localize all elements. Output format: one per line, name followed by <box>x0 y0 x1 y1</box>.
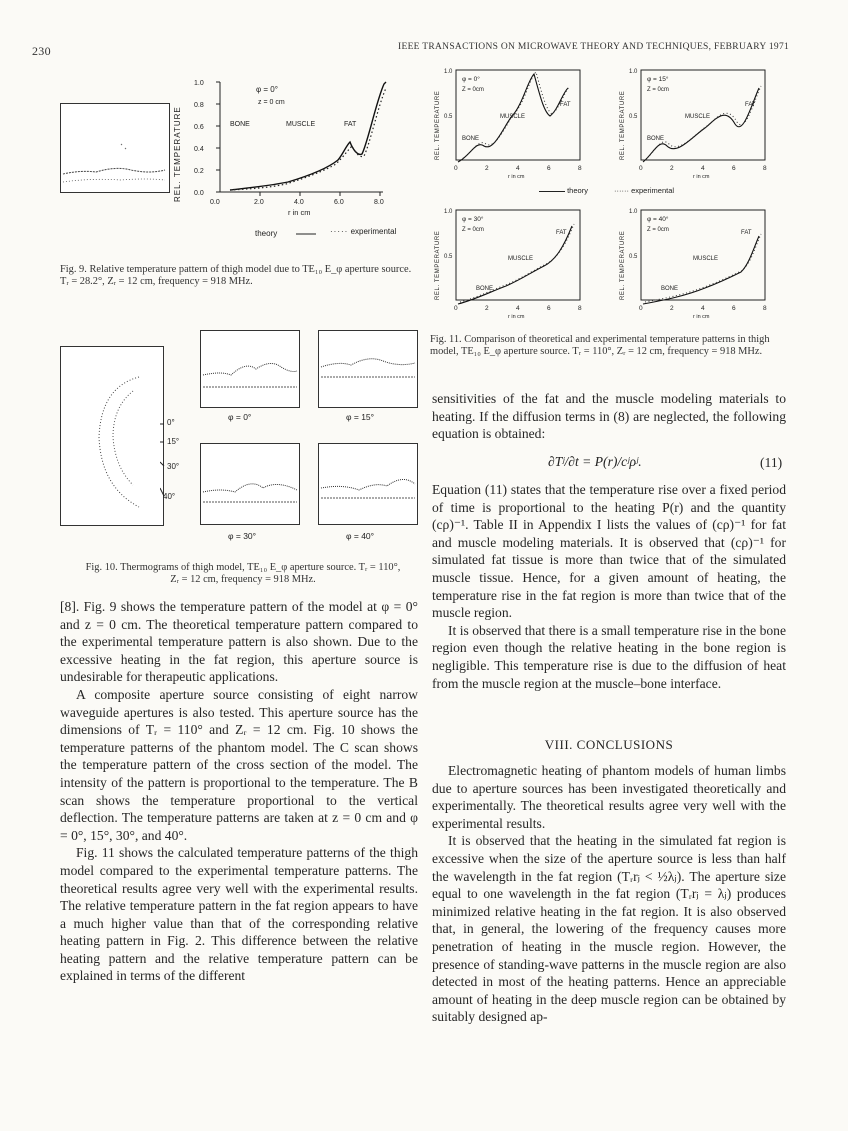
fig11-ytick-label: 0.5 <box>444 114 453 120</box>
fig11-axes-box <box>641 210 765 300</box>
fig11-region-label: BONE <box>476 286 494 292</box>
fig11-theory-curve <box>643 236 759 304</box>
fig11-y-axis-label: REL. TEMPERATURE <box>620 90 626 160</box>
fig11-xtick-label: 6 <box>547 305 551 312</box>
fig11-legend-theory-text: theory <box>567 186 588 195</box>
fig9-y-axis-label <box>173 106 182 202</box>
fig11-caption: Fig. 11. Comparison of theoretical and experimental temperature patterns in thigh model, TE₁₀ E_φ aperture source. Tᵣ = 110°, Zᵣ = 12 cm, frequency = 918 MHz. <box>430 334 770 357</box>
fig10-b-scan-30-trace <box>201 444 299 524</box>
fig11-xtick-label: 8 <box>578 305 582 312</box>
left-para-2: A composite aperture source consisting of eight narrow waveguide apertures is also tested. This aperture source has the dimensions of Tᵣ = 110° and Zᵣ = 12 cm. Fig. 10 shows the temperature patterns of the phantom model. The C scan shows the temperature pattern of the cross section of the model. The intensity of the pattern is proportional to the temperature. The B scan shows the temperature proportional to the vertical deflection. The temperature patterns are taken at z = 0 cm and φ = 0°, 15°, 30°, and 40°. <box>60 686 418 843</box>
right-para-5: It is observed that the heating in the simulated fat region is excessive when the size of the aperture source is less than half the wavelength in the fat region (Tᵣrⱼ < ½λⱼ). The aperture size equal to one wavelength in the fat region (Tᵣrⱼ = λⱼ) produces minimized relative heating in the fat region. It is also observed that, in general, the lowering of the frequency causes more penetration of heating in the muscle region. However, the presence of standing-wave patterns in the muscle region are also detected in most of the heating patterns. Hence an appreciable amount of heating in the deep muscle region can be obtained by suitably designed ap- <box>432 833 786 1025</box>
right-column-top <box>432 390 786 443</box>
fig9-region-fat: FAT <box>344 121 357 128</box>
fig11-xtick-label: 2 <box>670 165 674 172</box>
svg-text:REL. TEMPERATURE: REL. TEMPERATURE <box>173 106 182 202</box>
fig11-panel-3 <box>615 202 795 332</box>
fig11-panel-0 <box>430 62 610 192</box>
fig11-ytick-label: 0.5 <box>629 254 638 260</box>
fig11-x-axis-label: r in cm <box>693 314 710 320</box>
fig9-phi-label: φ = 0° <box>256 85 278 94</box>
fig9-region-muscle: MUSCLE <box>286 121 316 128</box>
fig11-xtick-label: 8 <box>763 305 767 312</box>
fig11-phi-label: φ = 15° <box>647 76 669 83</box>
fig9-xticks <box>210 192 384 206</box>
fig9-legend-exp-dots: ····· <box>330 227 349 236</box>
fig11-region-label: MUSCLE <box>685 114 711 120</box>
fig11-xtick-label: 4 <box>701 305 705 312</box>
fig9-thermogram-trace <box>61 104 169 192</box>
fig10-angle-15: 15° <box>167 437 180 446</box>
fig11-curves <box>643 234 761 304</box>
fig11-panel-1 <box>615 62 795 192</box>
equation-number: (11) <box>760 455 783 470</box>
fig11-ytick-label: 1.0 <box>444 69 453 75</box>
fig10-angle-0: 0° <box>167 418 175 427</box>
fig11-z-label: Z = 0cm <box>462 87 484 93</box>
fig9-region-bone: BONE <box>230 121 250 128</box>
fig9-xtick-label: 4.0 <box>294 199 304 206</box>
fig11-phi-label: φ = 30° <box>462 216 484 223</box>
right-column-bottom <box>432 762 786 1026</box>
fig11-xtick-label: 6 <box>732 305 736 312</box>
fig11-theory-curve <box>643 88 759 162</box>
fig10-b-scan-30 <box>200 443 300 525</box>
fig11-region-label: FAT <box>741 230 752 236</box>
section-heading-conclusions: VIII. CONCLUSIONS <box>544 737 674 752</box>
fig11-xtick-label: 4 <box>516 305 520 312</box>
fig11-legend-exp-dots: ······ <box>614 186 629 195</box>
fig9-ytick-label: 0.4 <box>194 146 204 153</box>
fig11-region-label: MUSCLE <box>500 114 526 120</box>
fig11-z-label: Z = 0cm <box>647 87 669 93</box>
fig9-xtick-label: 2.0 <box>254 199 264 206</box>
fig10-label-30: φ = 30° <box>228 531 257 541</box>
fig11-x-axis-label: r in cm <box>693 174 710 180</box>
fig11-y-axis-label: REL. TEMPERATURE <box>435 230 441 300</box>
fig9-thermogram <box>60 103 170 193</box>
fig11-region-label: FAT <box>560 102 571 108</box>
fig11-z-label: Z = 0cm <box>462 227 484 233</box>
fig11-curves <box>458 224 574 304</box>
fig11-axes-box <box>456 210 580 300</box>
fig11-xtick-label: 2 <box>485 305 489 312</box>
fig9-ytick-label: 0.0 <box>194 190 204 197</box>
fig9-xtick-label: 8.0 <box>374 199 384 206</box>
fig10-label-15: φ = 15° <box>346 412 375 422</box>
fig9-xtick-label: 0.0 <box>210 199 220 206</box>
running-header: IEEE TRANSACTIONS ON MICROWAVE THEORY AND TECHNIQUES, FEBRUARY 1971 <box>398 42 790 52</box>
fig11-ytick-label: 1.0 <box>629 69 638 75</box>
fig9-caption: Fig. 9. Relative temperature pattern of thigh model due to TE₁₀ E_φ aperture source. Tᵣ = 28.2°, Zᵣ = 12 cm, frequency = 918 MHz. <box>60 264 412 287</box>
fig10-c-scan <box>60 346 164 526</box>
fig11-phi-label: φ = 0° <box>462 76 480 83</box>
fig10-b-scan-0-trace <box>201 331 299 407</box>
fig10-b-scan-40-trace <box>319 444 417 524</box>
fig10-angle-40: 40° <box>163 492 176 501</box>
page-number: 230 <box>32 44 51 58</box>
fig11-x-axis-label: r in cm <box>508 174 525 180</box>
fig10-b-scan-15 <box>318 330 418 408</box>
fig11-theory-curve <box>458 226 572 304</box>
fig10-label-40: φ = 40° <box>346 531 375 541</box>
fig11-region-label: FAT <box>745 102 756 108</box>
left-para-1: [8]. Fig. 9 shows the temperature pattern of the model at φ = 0° and z = 0 cm. The theoretical temperature pattern compared to the experimental temperature pattern is also shown. Due to the excessive heating in the fat region, this aperture source is undesirable for therapeutic applications. <box>60 599 418 685</box>
fig9-x-axis-label: r in cm <box>288 208 311 217</box>
fig11-phi-label: φ = 40° <box>647 216 669 223</box>
fig10-b-scan-40 <box>318 443 418 525</box>
fig11-legend-theory <box>539 186 588 195</box>
fig9-theory-curve <box>230 82 386 190</box>
fig11-legend-experimental <box>614 186 674 195</box>
fig9-ytick-label: 0.8 <box>194 102 204 109</box>
fig9-xtick-label: 6.0 <box>334 199 344 206</box>
fig11-ytick-label: 0.5 <box>629 114 638 120</box>
fig11-region-label: FAT <box>556 230 567 236</box>
right-para-2: Equation (11) states that the temperature rise over a fixed period of time is proportional to the heating P(r) and the quantity (cρ)⁻¹. Table II in Appendix I lists the values of (cρ)⁻¹ for fat and muscle modeling materials. It is observed that (cρ)⁻¹ for simulated fat tissue is more than twice that of the simulated muscle tissue. Hence, for a given amount of heating, the temperature rise in the fat region is more than twice that of the muscle region. <box>432 482 786 621</box>
fig11-curves <box>643 86 761 162</box>
fig11-z-label: Z = 0cm <box>647 227 669 233</box>
fig9-legend-theory-text: theory <box>255 229 278 238</box>
fig11-legend-theory-line <box>539 191 565 192</box>
fig11-x-axis-label: r in cm <box>508 314 525 320</box>
left-column-body <box>60 598 418 985</box>
fig11-legend-exp-text: experimental <box>631 186 675 195</box>
fig9-legend-experimental <box>330 227 396 236</box>
fig11-xtick-label: 4 <box>516 165 520 172</box>
fig9-ytick-label: 1.0 <box>194 80 204 87</box>
fig11-ytick-label: 1.0 <box>444 209 453 215</box>
fig10-label-0: φ = 0° <box>228 412 252 422</box>
fig11-region-label: BONE <box>462 136 480 142</box>
right-para-1: sensitivities of the fat and the muscle modeling materials to heating. If the diffusion terms in (8) are neglected, the following equation is obtained: <box>432 391 786 442</box>
fig9-ytick-label: 0.6 <box>194 124 204 131</box>
fig11-xtick-label: 8 <box>763 165 767 172</box>
fig11-region-label: BONE <box>647 136 665 142</box>
fig9-legend-exp-text: experimental <box>350 227 397 236</box>
fig11-xtick-label: 0 <box>454 305 458 312</box>
fig11-xtick-label: 4 <box>701 165 705 172</box>
fig11-xtick-label: 0 <box>454 165 458 172</box>
fig11-y-axis-label: REL. TEMPERATURE <box>435 90 441 160</box>
fig11-region-label: MUSCLE <box>508 256 534 262</box>
fig10-c-scan-trace <box>61 347 163 525</box>
equation-11: ∂Tʲ/∂t = P(r)/cʲρʲ. <box>548 454 642 469</box>
fig11-xtick-label: 2 <box>485 165 489 172</box>
fig11-xtick-label: 0 <box>639 305 643 312</box>
fig9-chart <box>168 72 408 237</box>
fig11-region-label: MUSCLE <box>693 256 719 262</box>
fig11-xtick-label: 2 <box>670 305 674 312</box>
right-column-mid <box>432 481 786 692</box>
fig11-panel-2 <box>430 202 610 332</box>
fig10-b-scan-15-trace <box>319 331 417 407</box>
fig10-angle-30: 30° <box>167 462 180 471</box>
right-para-3: It is observed that there is a small temperature rise in the bone region even though the relative heating in the bone region is negligible. This temperature rise is due to the diffusion of heat from the muscle region at the muscle–bone interface. <box>432 622 786 691</box>
fig11-xtick-label: 8 <box>578 165 582 172</box>
fig11-region-label: BONE <box>661 286 679 292</box>
right-para-4: Electromagnetic heating of phantom models of human limbs due to aperture sources has been investigated theoretically and experimentally. The theoretical results agree very well with the experimental results. <box>432 763 786 831</box>
fig9-z-label: z = 0 cm <box>258 99 285 106</box>
fig11-xtick-label: 0 <box>639 165 643 172</box>
fig9-legend-theory <box>255 229 277 238</box>
fig11-y-axis-label: REL. TEMPERATURE <box>620 230 626 300</box>
fig11-ytick-label: 0.5 <box>444 254 453 260</box>
fig9-ytick-label: 0.2 <box>194 168 204 175</box>
fig9-yticks <box>194 80 220 197</box>
fig10-caption: Fig. 10. Thermograms of thigh model, TE₁₀ E_φ aperture source. Tᵣ = 110°, Zᵣ = 12 cm, frequency = 918 MHz. <box>85 562 401 585</box>
left-para-3: Fig. 11 shows the calculated temperature patterns of the thigh model compared to the experimental temperature patterns. The theoretical results agree very well with the experimental results. The relative temperature pattern in the fat region appears to have a much higher value than that of the corresponding relative heating pattern in Fig. 2. This difference between the relative heating pattern and the relative temperature pattern can be explained in terms of the different <box>60 845 418 984</box>
fig11-ytick-label: 1.0 <box>629 209 638 215</box>
fig10-b-scan-0 <box>200 330 300 408</box>
fig11-xtick-label: 6 <box>732 165 736 172</box>
fig11-xtick-label: 6 <box>547 165 551 172</box>
